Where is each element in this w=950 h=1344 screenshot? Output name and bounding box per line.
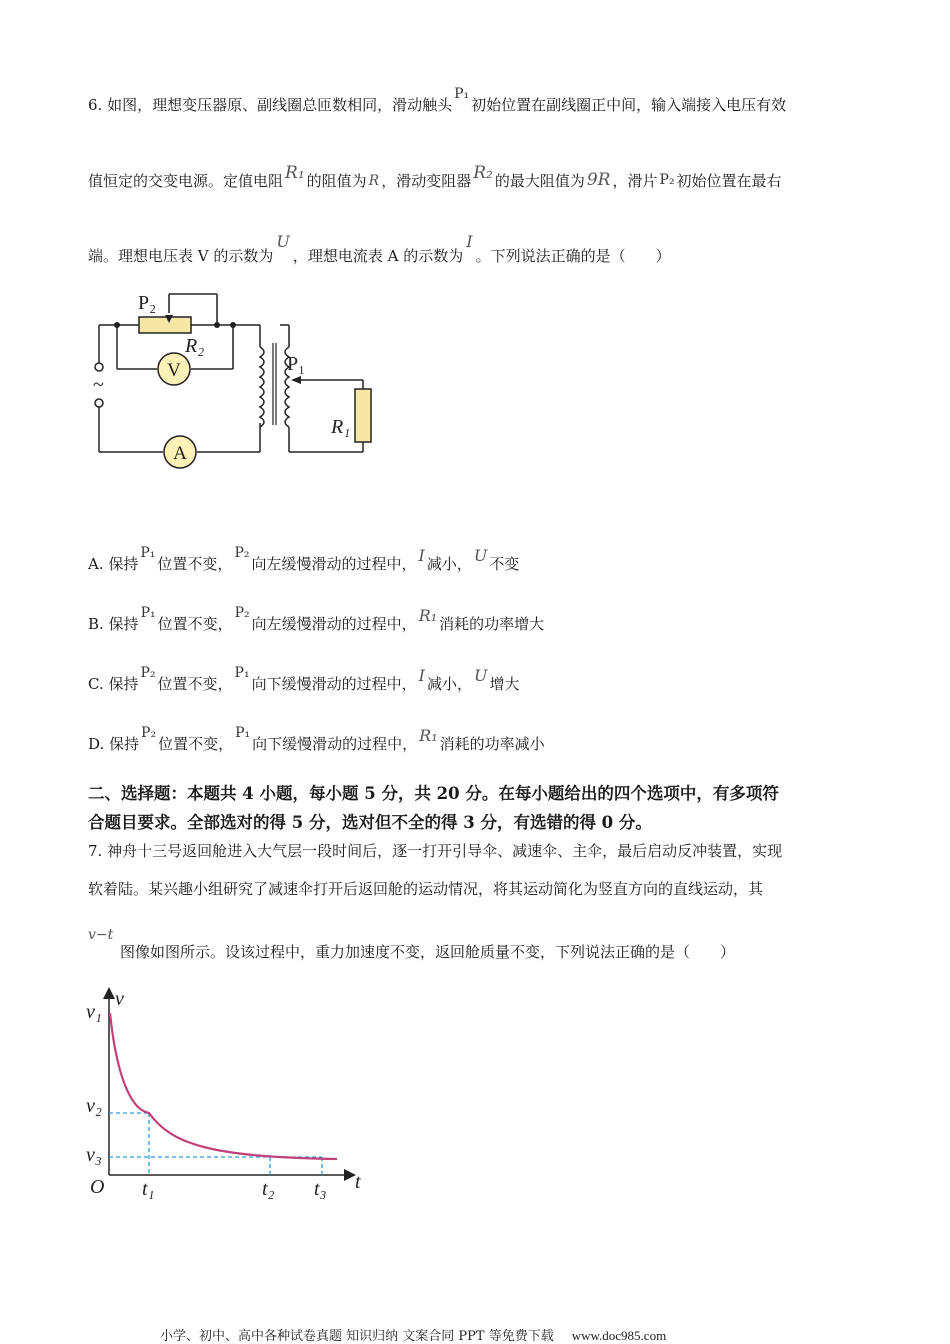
option-text: 向下缓慢滑动的过程中，: [251, 675, 417, 693]
option-text: 消耗的功率减小: [439, 735, 545, 753]
t3-label: t₃: [314, 1178, 327, 1200]
v1-label: v₁: [86, 1001, 102, 1023]
resistor-r1: [355, 389, 371, 442]
option-p-label: P₂: [141, 725, 157, 741]
option-text: C. 保持: [88, 675, 139, 693]
ammeter-label: A: [173, 443, 187, 464]
option-text: 位置不变，: [157, 555, 233, 573]
circuit-r2-label: R₂: [185, 335, 205, 357]
option-var: U: [473, 546, 488, 565]
t-axis-label: t: [355, 1171, 361, 1193]
t1-label: t₁: [142, 1178, 155, 1200]
ac-source-icon: ~: [93, 374, 104, 396]
v2-label: v₂: [86, 1095, 102, 1117]
q6-text: ，理想电流表 A 的示数为: [292, 247, 464, 265]
option-p-label: P₂: [234, 545, 250, 561]
q6-text: 值恒定的交变电源。定值电阻: [88, 172, 284, 190]
option-p-label: P₁: [140, 605, 156, 621]
section2-heading-line-1: 二、选择题：本题共 4 小题，每小题 5 分，共 20 分。在每小题给出的四个选项中，有多项符: [88, 784, 779, 803]
option-text: 向左缓慢滑动的过程中，: [251, 615, 417, 633]
transformer-circuit-diagram: [85, 285, 385, 470]
option-p-label: P₁: [140, 545, 156, 561]
option-a[interactable]: [88, 545, 520, 574]
option-text: 消耗的功率增大: [439, 615, 545, 633]
q7-line-1: 7. 神舟十三号返回舱进入大气层一段时间后，逐一打开引导伞、减速伞、主伞，最后启动反冲装置，实现: [88, 842, 783, 860]
option-var: I: [418, 666, 425, 685]
footer-link[interactable]: www.doc985.com: [571, 1328, 667, 1343]
option-text: 向下缓慢滑动的过程中，: [252, 735, 418, 753]
option-var: U: [473, 666, 488, 685]
option-text: D. 保持: [88, 735, 140, 753]
i-symbol: I: [466, 232, 473, 251]
t2-label: t₂: [262, 1178, 275, 1200]
option-b[interactable]: [88, 605, 545, 634]
q6-line-1: [88, 86, 787, 115]
9r-symbol: 9R: [586, 170, 611, 190]
q7-line-2: 软着陆。某兴趣小组研究了减速伞打开后返回舱的运动情况，将其运动简化为竖直方向的直线运动，其: [88, 880, 764, 898]
option-text: B. 保持: [88, 615, 139, 633]
q7-line-3: [88, 925, 113, 943]
option-p-label: P₁: [234, 665, 250, 681]
q6-text: 的最大阻值为: [494, 172, 585, 190]
r-symbol: R: [368, 173, 380, 189]
option-text: 向左缓慢滑动的过程中，: [251, 555, 417, 573]
q6-line-2: [88, 163, 782, 191]
p1-label: P₁: [454, 86, 470, 102]
option-c[interactable]: [88, 665, 520, 694]
section2-heading-line-2: 合题目要求。全部选对的得 5 分，选对但不全的得 3 分，有选错的得 0 分。: [88, 813, 652, 832]
circuit-p2-label: P₂: [138, 292, 157, 314]
q6-text: 6. 如图，理想变压器原、副线圈总匝数相同，滑动触头: [88, 96, 453, 114]
option-var: R₁: [419, 726, 438, 745]
v3-label: v₃: [86, 1144, 102, 1166]
r1-symbol: R₁: [285, 163, 305, 183]
option-text: 增大: [489, 675, 520, 693]
option-text: 位置不变，: [157, 615, 233, 633]
footer-text: 小学、初中、高中各种试卷真题 知识归纳 文案合同 PPT 等免费下载: [160, 1329, 554, 1344]
footer: [160, 1325, 666, 1344]
q6-line-3: [88, 232, 671, 266]
option-text: 减小，: [426, 675, 472, 693]
q7-line-3b: 图像如图所示。设该过程中，重力加速度不变，返回舱质量不变，下列说法正确的是（ ）: [120, 943, 736, 961]
v-axis-label: v: [115, 988, 124, 1010]
circuit-p1-label: P₁: [287, 353, 306, 375]
q6-text: 端。理想电压表 V 的示数为: [88, 247, 274, 265]
q6-text: ，滑动变阻器: [381, 172, 472, 190]
option-text: 不变: [489, 555, 520, 573]
q6-text: 初始位置在副线圈正中间，输入端接入电压有效: [471, 96, 787, 114]
option-p-label: P₂: [234, 605, 250, 621]
q6-text: 。下列说法正确的是（ ）: [475, 247, 671, 265]
option-d[interactable]: [88, 725, 545, 754]
guide-lines: [109, 1113, 322, 1175]
option-var: I: [418, 546, 425, 565]
velocity-curve: [110, 1013, 337, 1159]
option-p-label: P₁: [235, 725, 251, 741]
p2-label: P₂: [659, 172, 675, 188]
option-p-label: P₂: [140, 665, 156, 681]
u-symbol: U: [276, 232, 290, 251]
q6-text: 初始位置在最右: [676, 172, 782, 190]
r2-symbol: R₂: [473, 163, 493, 183]
option-text: 位置不变，: [158, 735, 234, 753]
resistor-r2: [139, 317, 191, 333]
origin-label: O: [90, 1176, 105, 1198]
v-t-graph: [82, 985, 372, 1200]
q6-text: ，滑片: [612, 172, 658, 190]
circuit-r1-label: R₁: [331, 416, 351, 438]
option-text: 位置不变，: [157, 675, 233, 693]
option-text: 减小，: [426, 555, 472, 573]
voltmeter-label: V: [167, 360, 181, 381]
q6-text: 的阻值为: [306, 172, 367, 190]
vt-symbol: v−t: [88, 927, 114, 943]
option-var: R₁: [418, 606, 438, 625]
option-text: A. 保持: [88, 555, 139, 573]
